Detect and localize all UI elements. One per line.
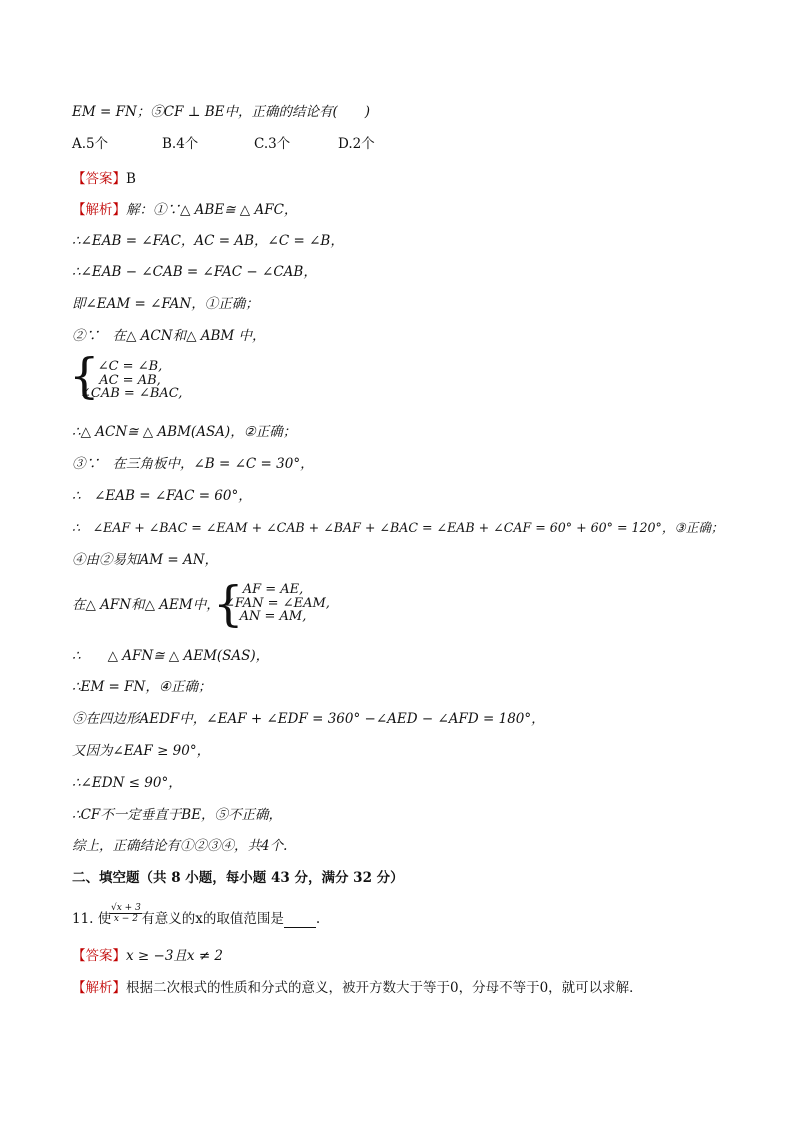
answer-label: 【答案】 [72,171,126,187]
option-b: B.4个 [162,136,199,152]
analysis-line-15: 又因为∠EAF ≥ 90°， [72,743,211,759]
analysis-line-4: 即∠EAM = ∠FAN，①正确； [72,296,259,312]
analysis-line-11: 在△ AFN和△ AEM中， [72,597,220,613]
option-c: C.3个 [254,136,291,152]
answer-blank [284,913,316,928]
question-11: 11. 使 有意义的x的取值范围是 . [72,911,321,927]
analysis-line-9: ∴ ∠EAF + ∠BAC = ∠EAM + ∠CAB + ∠BAF + ∠BAC = ∠EAB + ∠CAF = 60° + 60° = 120°，③正确； [72,520,724,535]
analysis-line-14: ⑤在四边形AEDF中，∠EAF + ∠EDF = 360° −∠AED − ∠AFD = 180°， [72,711,545,727]
answer-row [72,170,136,188]
analysis-line-17: ∴CF不一定垂直于BE，⑤不正确， [72,807,283,823]
system-1: ∠C = ∠B, AC = AB, ∠CAB = ∠BAC, [80,359,183,401]
question-tail: EM = FN；⑤CF ⊥ BE中，正确的结论有( ) [72,104,371,120]
analysis-row: 【解析】解：①∵△ ABE≅ △ AFC， [72,202,298,218]
analysis-line-10: ④由②易知AM = AN， [72,552,219,568]
analysis-line-18: 综上，正确结论有①②③④，共4个. [72,838,288,854]
system-2: AF = AE, ∠FAN = ∠EAM, AN = AM, [224,582,330,624]
analysis-line-2: ∴∠EAB = ∠FAC，AC = AB，∠C = ∠B， [72,233,344,249]
analysis-line-12: ∴ △ AFN≅ △ AEM(SAS)， [72,648,270,664]
analysis-line-13: ∴EM = FN，④正确； [72,679,212,695]
analysis-line-7: ③∵ 在三角板中，∠B = ∠C = 30°， [72,456,314,472]
section-heading: 二、填空题（共 8 小题，每小题 43 分，满分 32 分） [72,870,404,886]
analysis-label: 【解析】 [72,202,126,218]
answer-value: B [126,171,136,187]
fraction: $\frac{√x + 3}{x - 2}$ [111,903,141,924]
option-d: D.2个 [338,136,375,152]
brace-1: { [69,348,100,404]
analysis-line-16: ∴∠EDN ≤ 90°， [72,775,182,791]
analysis-line-6: ∴△ ACN≅ △ ABM(ASA)，②正确； [72,424,297,440]
brace-2: { [213,576,244,632]
answer-row-2: 【答案】x ≥ −3且x ≠ 2 [72,948,224,964]
analysis-line-3: ∴∠EAB − ∠CAB = ∠FAC − ∠CAB， [72,264,317,280]
analysis-line-8: ∴ ∠EAB = ∠FAC = 60°， [72,488,252,504]
analysis-line-5: ②∵ 在△ ACN和△ ABM 中， [72,328,266,344]
analysis-row-2: 【解析】根据二次根式的性质和分式的意义，被开方数大于等于0，分母不等于0，就可以求解． [72,980,643,996]
option-a: A.5个 [72,136,109,152]
